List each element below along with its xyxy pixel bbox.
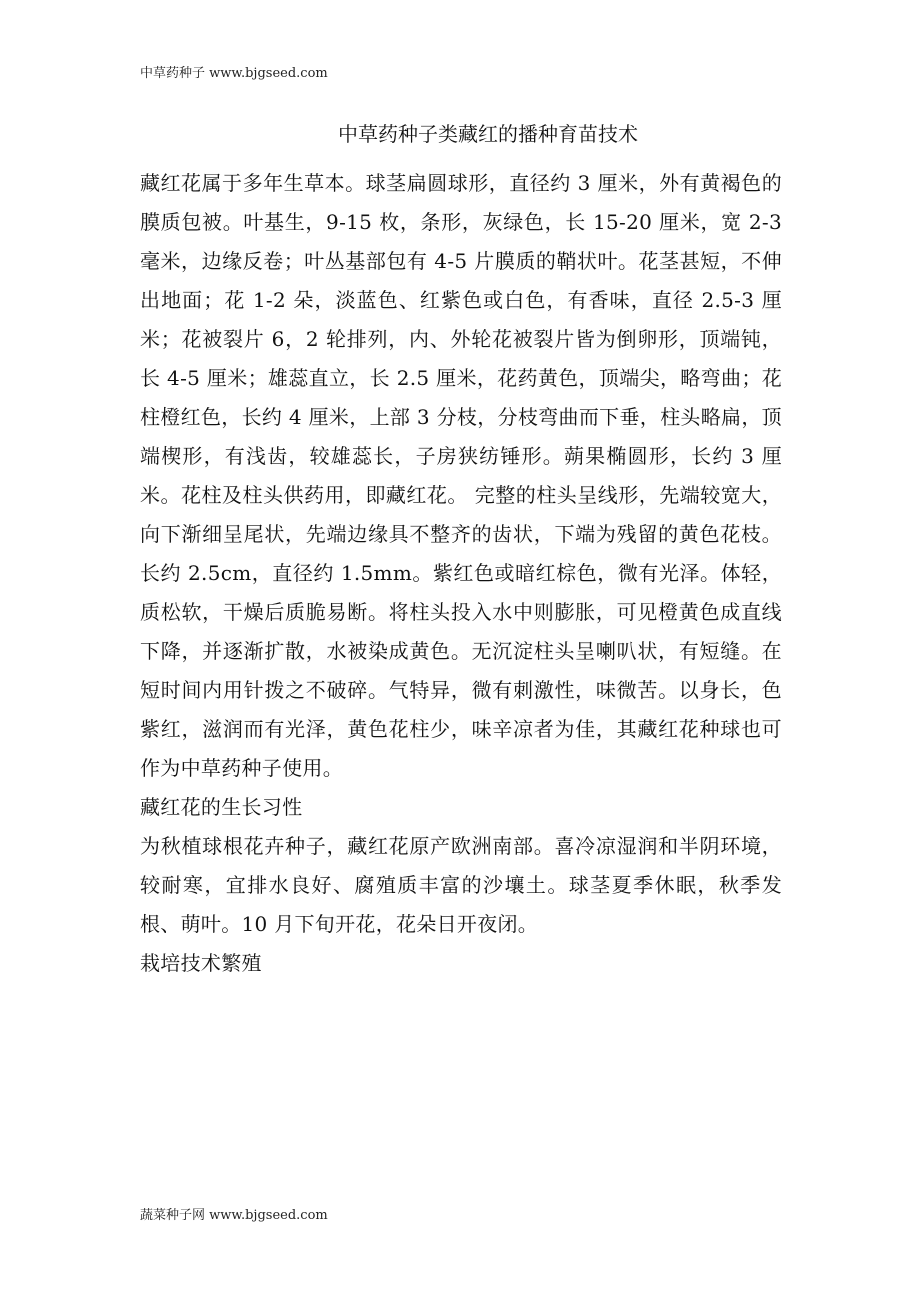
paragraph-intro: 藏红花属于多年生草本。球茎扁圆球形，直径约 3 厘米，外有黄褐色的膜质包被。叶基生，9-15 枚，条形，灰绿色，长 15-20 厘米，宽 2-3 毫米，边缘反卷；叶丛基部包有 4-5 片膜质的鞘状叶。花茎甚短，不伸出地面；花 1-2 朵，淡蓝色、红紫色或白色，有香味，直径 2.5-3 厘米；花被裂片 6，2 轮排列，内、外轮花被裂片皆为倒卵形，顶端钝，长 4-5 厘米；雄蕊直立，长 2.5 厘米，花药黄色，顶端尖，略弯曲；花柱橙红色，长约 4 厘米，上部 3 分枝，分枝弯曲而下垂，柱头略扁，顶端楔形，有浅齿，较雄蕊长，子房狭纺锤形。蒴果椭圆形，长约 3 厘米。花柱及柱头供药用，即藏红花。 完整的柱头呈线形，先端较宽大，向下渐细呈尾状，先端边缘具不整齐的齿状，下端为残留的黄色花枝。长约 2.5cm，直径约 1.5mm。紫红色或暗红棕色，微有光泽。体轻，质松软，干燥后质脆易断。将柱头投入水中则膨胀，可见橙黄色成直线下降，并逐渐扩散，水被染成黄色。无沉淀柱头呈喇叭状，有短缝。在短时间内用针拨之不破碎。气特异，微有刺激性，味微苦。以身长，色紫红，滋润而有光泽，黄色花柱少，味辛凉者为佳，其藏红花种球也可作为中草药种子使用。 <box>140 171 782 780</box>
section-heading-growth: 藏红花的生长习性 <box>140 795 303 819</box>
paragraph-growth: 为秋植球根花卉种子，藏红花原产欧洲南部。喜冷凉湿润和半阴环境，较耐寒，宜排水良好、腐殖质丰富的沙壤土。球茎夏季休眠，秋季发根、萌叶。10 月下旬开花，花朵日开夜闭。 <box>140 834 782 936</box>
document-body <box>140 164 782 983</box>
page-footer: 蔬菜种子网 www.bjgseed.com <box>140 1208 328 1223</box>
section-heading-cultivation: 栽培技术繁殖 <box>140 951 262 975</box>
document-title: 中草药种子类藏红的播种育苗技术 <box>338 122 638 146</box>
page-header: 中草药种子 www.bjgseed.com <box>140 66 328 81</box>
